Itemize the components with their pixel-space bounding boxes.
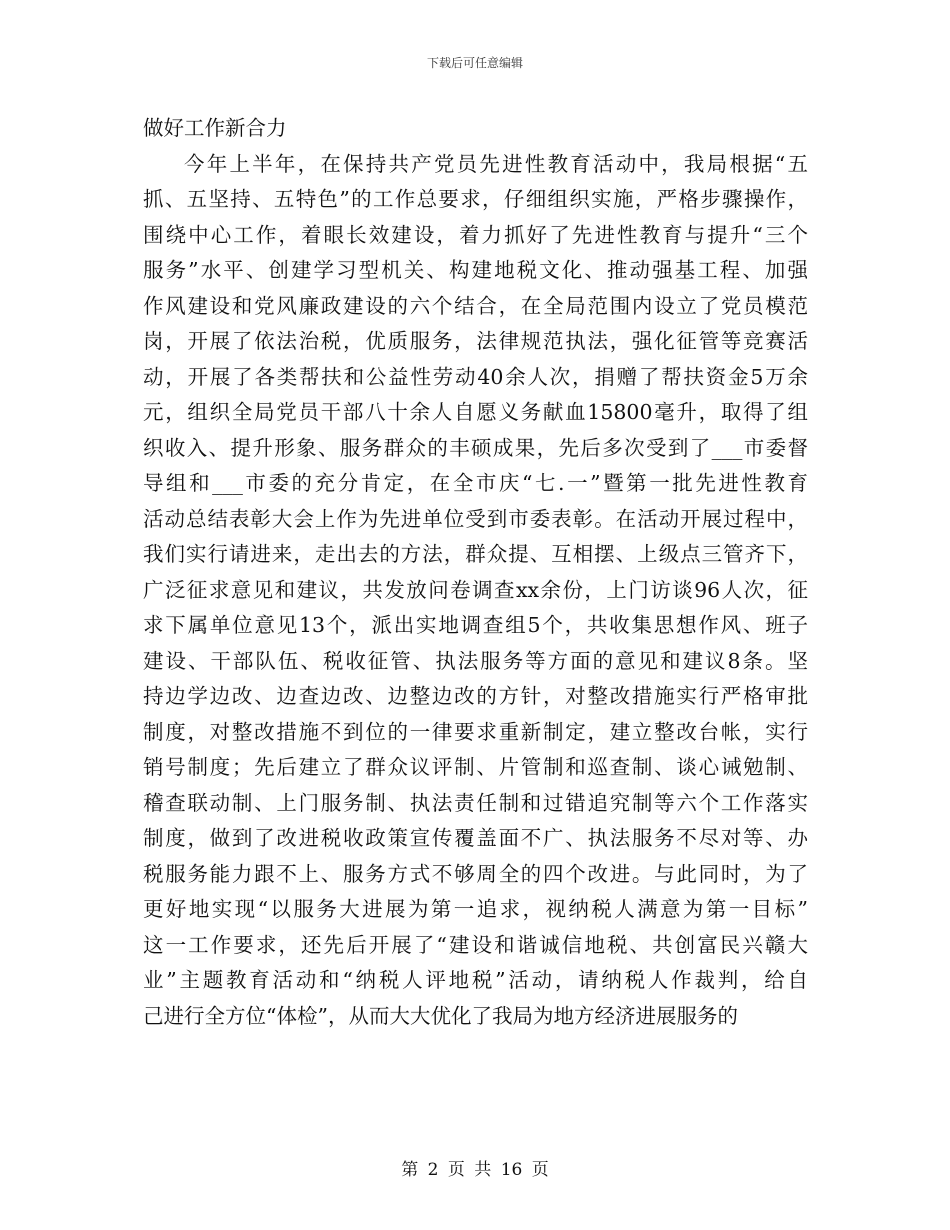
paragraph-line: 织收入、提升形象、服务群众的丰硕成果，先后多次受到了___市委督	[143, 435, 808, 460]
paragraph-line: 动，开展了各类帮扶和公益性劳动40余人次，捐赠了帮扶资金5万余	[143, 364, 808, 389]
paragraph-line: 作风建设和党风廉政建设的六个结合，在全局范围内设立了党员模范	[143, 293, 808, 318]
paragraph-line: 税服务能力跟不上、服务方式不够周全的四个改进。与此同时，为了	[143, 861, 808, 886]
paragraph-line: 制度，对整改措施不到位的一律要求重新制定，建立整改台帐，实行	[143, 719, 808, 744]
page-header: 下载后可任意编辑	[426, 56, 523, 70]
paragraph-line: 广泛征求意见和建议，共发放问卷调查xx余份，上门访谈96人次，征	[143, 577, 808, 602]
paragraph-line: 活动总结表彰大会上作为先进单位受到市委表彰。在活动开展过程中，	[143, 506, 808, 531]
paragraph-line: 销号制度；先后建立了群众议评制、片管制和巡查制、谈心诫勉制、	[143, 755, 808, 779]
paragraph-line: 业”主题教育活动和“纳税人评地税”活动，请纳税人作裁判，给自	[143, 968, 808, 992]
document-body	[143, 111, 808, 1034]
section-heading: 做好工作新合力	[143, 116, 287, 140]
paragraph-line: 围绕中心工作，着眼长效建设，着力抓好了先进性教育与提升“三个	[143, 222, 808, 247]
page-number: 第 2 页 共 16 页	[401, 1160, 549, 1180]
paragraph-line: 今年上半年，在保持共产党员先进性教育活动中，我局根据“五	[184, 151, 808, 176]
paragraph-line: 抓、五坚持、五特色”的工作总要求，仔细组织实施，严格步骤操作，	[143, 187, 808, 211]
paragraph-line: 更好地实现“以服务大进展为第一追求，视纳税人满意为第一目标”	[143, 897, 808, 921]
paragraph-line: 我们实行请进来，走出去的方法，群众提、互相摆、上级点三管齐下，	[143, 542, 808, 566]
paragraph-line: 制度，做到了改进税收政策宣传覆盖面不广、执法服务不尽对等、办	[143, 826, 808, 850]
paragraph-line: 建设、干部队伍、税收征管、执法服务等方面的意见和建议8条。坚	[143, 648, 808, 673]
paragraph-line: 岗，开展了依法治税，优质服务，法律规范执法，强化征管等竞赛活	[143, 329, 808, 353]
paragraph-line: 求下属单位意见13个，派出实地调查组5个，共收集思想作风、班子	[143, 613, 808, 637]
paragraph-line: 己进行全方位“体检”，从而大大优化了我局为地方经济进展服务的	[143, 1003, 738, 1028]
paragraph-line: 稽查联动制、上门服务制、执法责任制和过错追究制等六个工作落实	[143, 790, 808, 815]
paragraph-line: 服务”水平、创建学习型机关、构建地税文化、推动强基工程、加强	[143, 258, 808, 282]
paragraph-line: 这一工作要求，还先后开展了“建设和谐诚信地税、共创富民兴赣大	[143, 932, 808, 957]
paragraph-line: 元，组织全局党员干部八十余人自愿义务献血15800毫升，取得了组	[143, 400, 808, 424]
paragraph-line: 导组和___市委的充分肯定，在全市庆“七.一”暨第一批先进性教育	[143, 471, 808, 495]
paragraph-line: 持边学边改、边查边改、边整边改的方针，对整改措施实行严格审批	[143, 684, 808, 708]
